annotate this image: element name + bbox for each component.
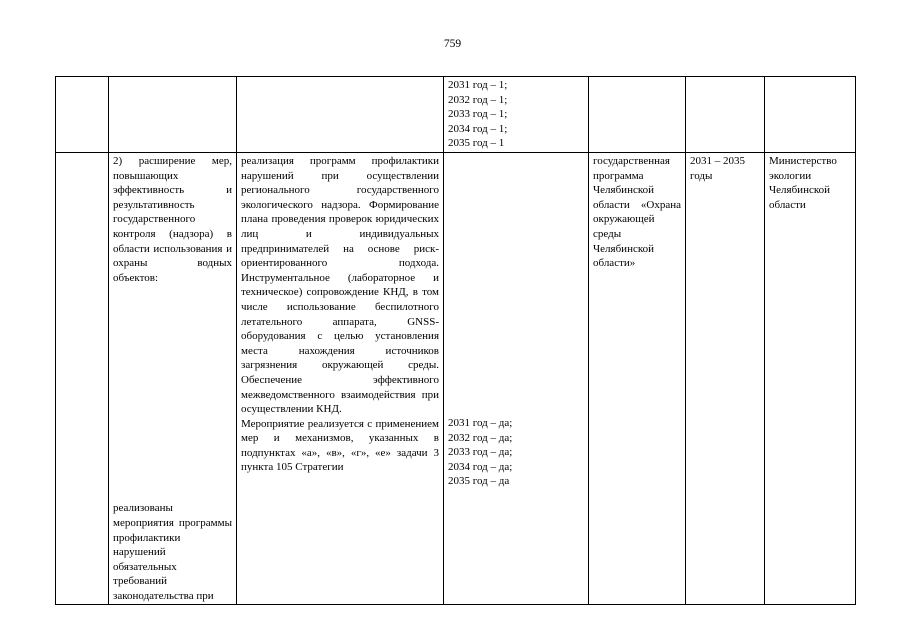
measure-text: реализация программ профилактики нарушений при осуществлении регионального государственного экологического надзора. Формирование плана проведения проверок юридических лиц и индивидуальных предпринимателей на основе риск-ориентированного подхода. Инструментальное (лабораторное и техническое) сопровождение КНД, в том числе использование беспилотного летательного аппарата, GNSS-оборудования с целью установления места нахождения источников загрязнения окружающей среды. Обеспечение эффективного межведомственного взаимодействия при осуществлении КНД.: [241, 155, 439, 416]
yearly-values: 2031 год – 1; 2032 год – 1; 2033 год – 1; 2034 год – 1; 2035 год – 1: [448, 79, 508, 150]
table-row: [56, 77, 856, 153]
table-row: [56, 153, 856, 605]
table-cell-period: [686, 77, 765, 153]
table-cell-measure: [237, 77, 444, 153]
table-cell-number: [56, 77, 109, 153]
program-text: государственная программа Челябинской области «Охрана окружающей среды Челябинской области»: [593, 155, 681, 270]
table-cell-measure: [237, 153, 444, 605]
table-cell-task: [109, 153, 237, 605]
task-text: 2) расширение мер, повышающих эффективность и результативность государственного контроля (надзора) в области использования и охраны водных объектов:: [113, 155, 232, 284]
table-cell-period: [686, 153, 765, 605]
table-cell-values: [444, 77, 589, 153]
measure-note: Мероприятие реализуется с применением мер и механизмов, указанных в подпунктах «а», «в», «г», «е» задачи 3 пункта 105 Стратегии: [241, 417, 439, 474]
table-cell-program: [589, 77, 686, 153]
period-text: 2031 – 2035 годы: [690, 155, 745, 182]
table-cell-values: [444, 153, 589, 605]
table-cell-number: [56, 153, 109, 605]
table-cell-program: [589, 153, 686, 605]
table-cell-task: [109, 77, 237, 153]
yearly-values: 2031 год – да; 2032 год – да; 2033 год – да; 2034 год – да; 2035 год – да: [448, 417, 513, 488]
values-spacer: [448, 154, 584, 416]
page-number: 759: [443, 38, 462, 50]
task-spacer: [113, 285, 232, 501]
table-cell-responsible: [765, 153, 856, 605]
responsible-text: Министерство экологии Челябинской области: [769, 155, 837, 211]
indicator-text: реализованы мероприятия программы профилактики нарушений обязательных требований законодательства при: [113, 502, 232, 602]
table-cell-responsible: [765, 77, 856, 153]
measures-table: [55, 76, 856, 605]
